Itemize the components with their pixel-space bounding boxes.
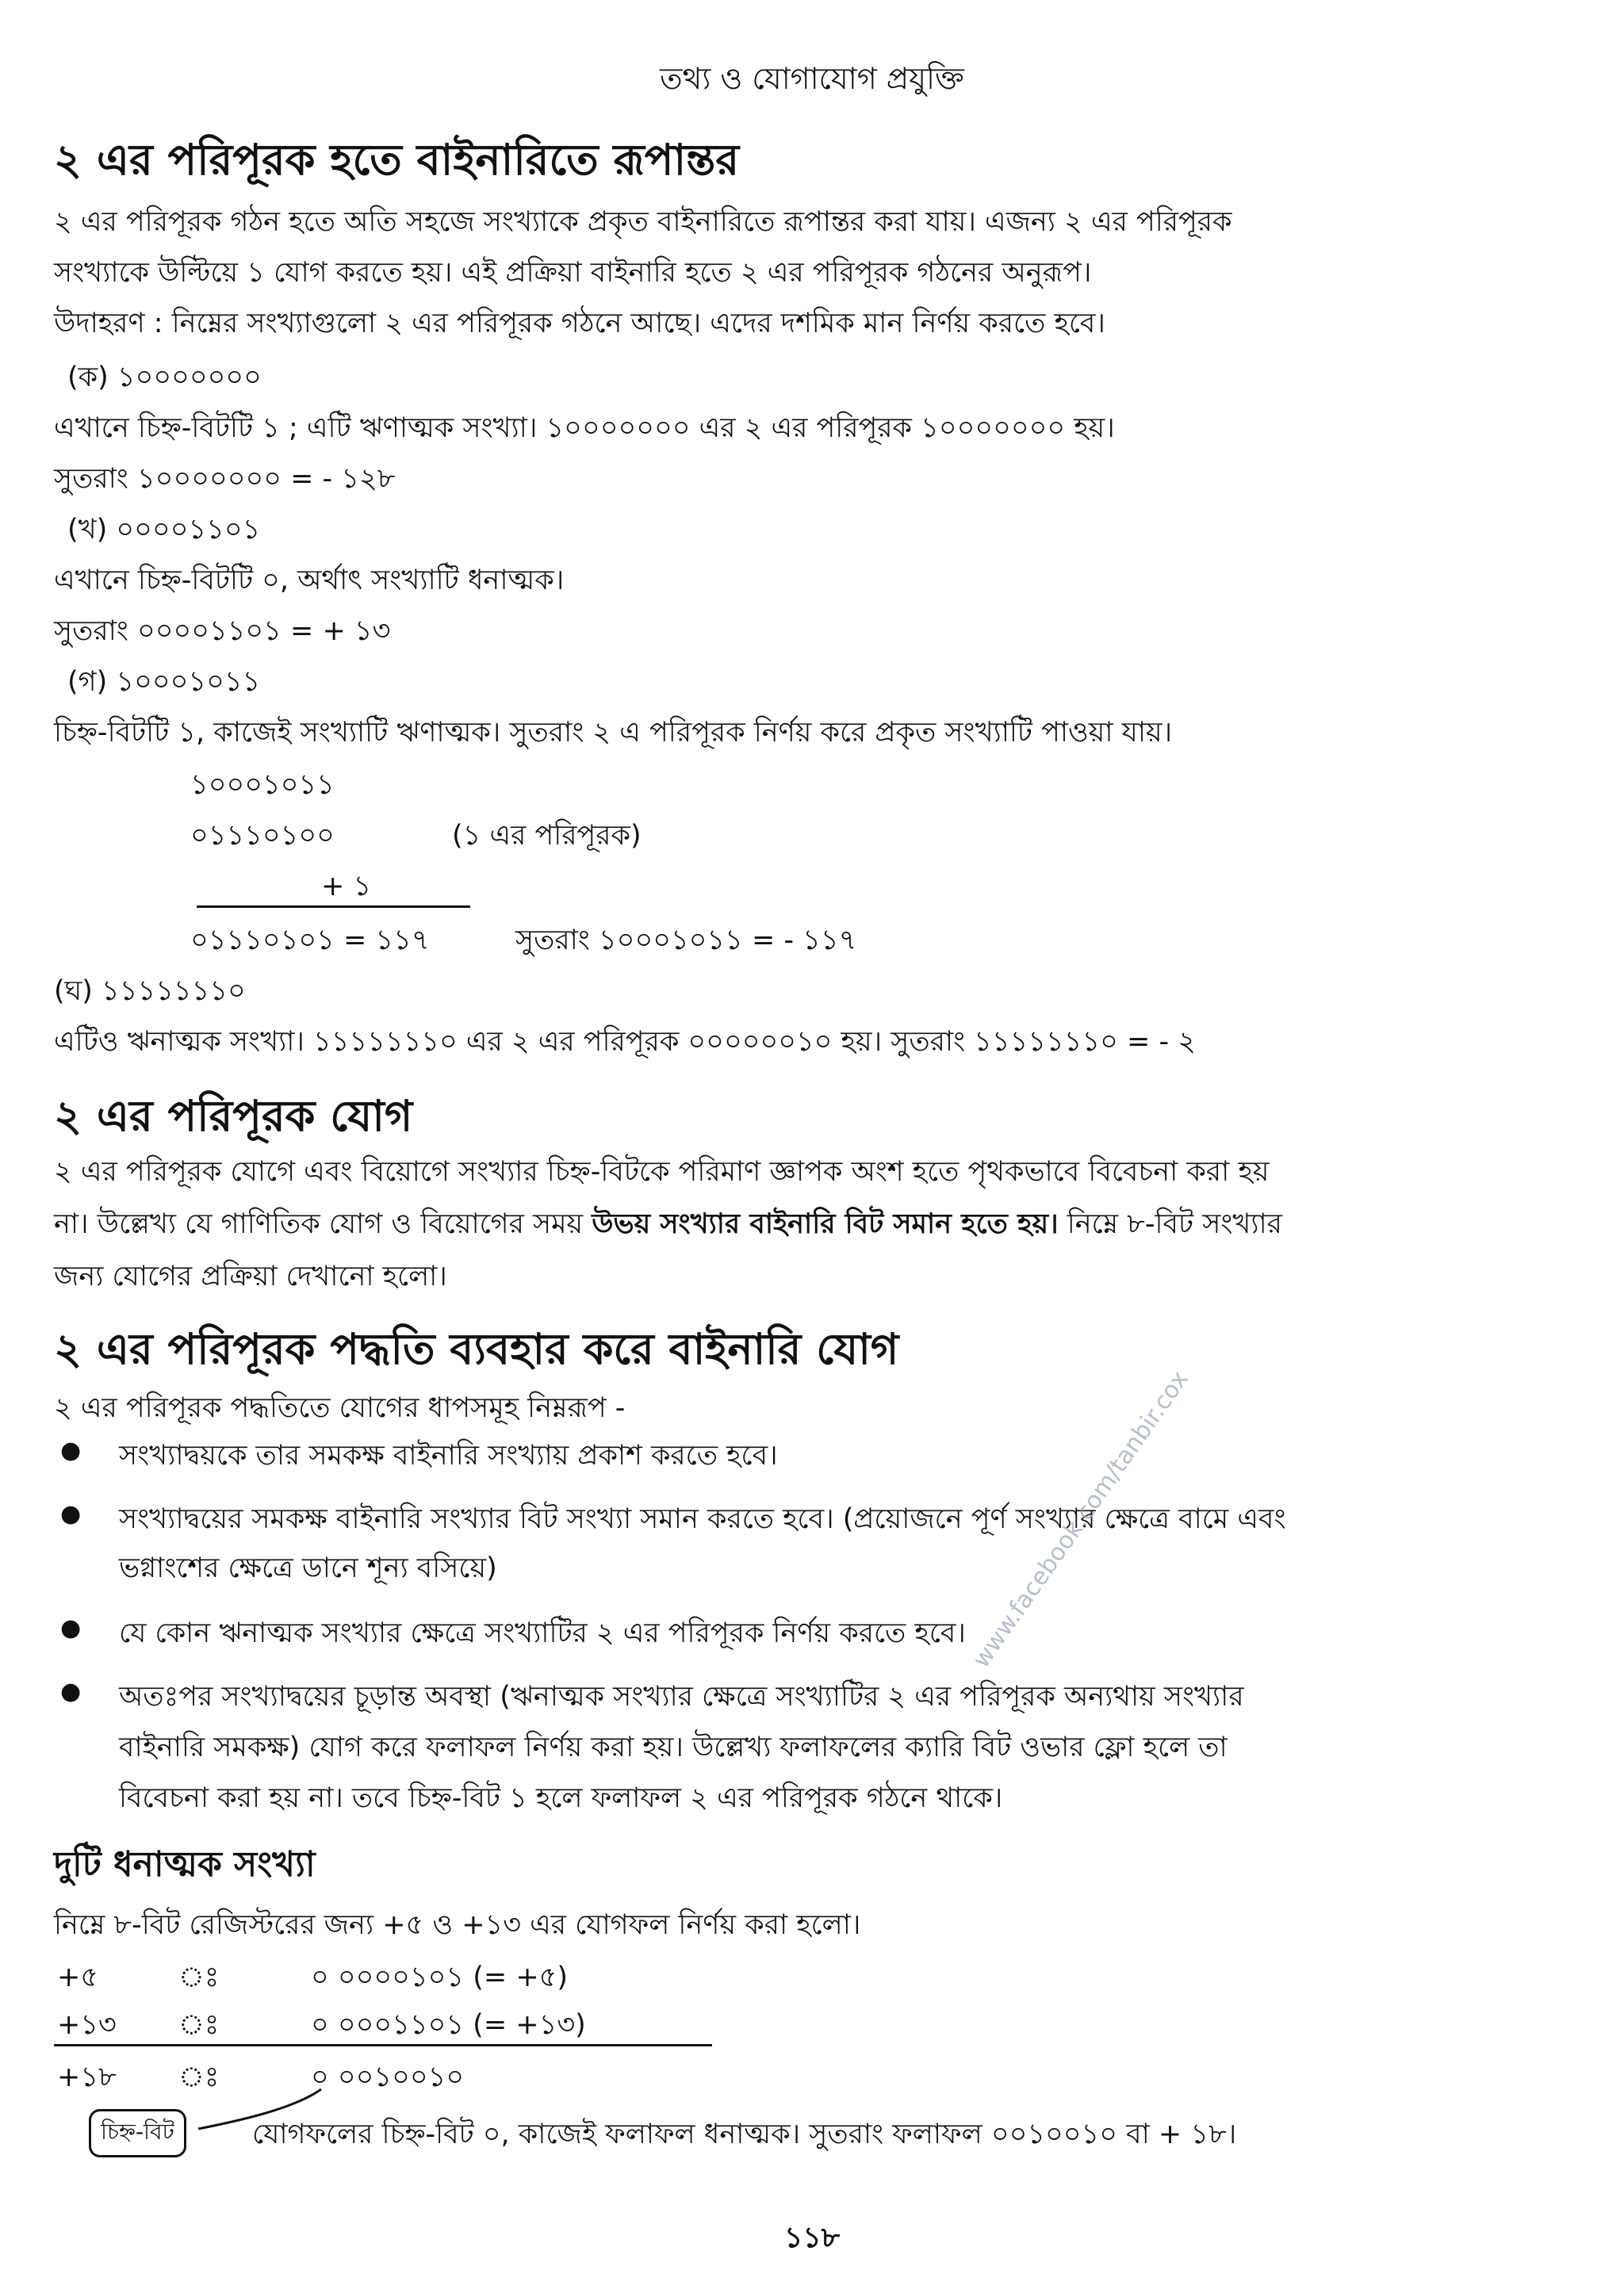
example-d-explanation: এটিও ঋনাত্মক সংখ্যা। ১১১১১১১০ এর ২ এর পরিপূরক ০০০০০০১০ হয়। সুতরাং ১১১১১১১০ = - ২ [54,1026,1197,1058]
example-c-label: (গ) ১০০০১০১১ [67,666,261,698]
sum-row-label: +৫ [57,1962,99,1993]
addition-para-line-2-end: নিম্নে ৮-বিট সংখ্যার [1058,1208,1282,1240]
running-header: তথ্য ও যোগাযোগ প্রযুক্তি [660,61,964,96]
calc-sum-line [197,905,470,908]
calc-result: ০১১১০১০১ = ১১৭ [190,924,430,956]
example-b-explanation: এখানে চিহ্ন-বিটটি ০, অর্থাৎ সংখ্যাটি ধনাত্মক। [54,565,565,596]
addition-para-line-3: জন্য যোগের প্রক্রিয়া দেখানো হলো। [54,1261,447,1292]
example-c-explanation: চিহ্ন-বিটটি ১, কাজেই সংখ্যাটি ঋণাত্মক। সুতরাং ২ এ পরিপূরক নির্ণয় করে প্রকৃত সংখ্যাটি পাওয়া যায়। [54,717,1173,748]
example-d-label: (ঘ) ১১১১১১১০ [54,975,246,1007]
addition-para-line-1: ২ এর পরিপূরক যোগে এবং বিয়োগে সংখ্যার চিহ্ন-বিটকে পরিমাণ জ্ঞাপক অংশ হতে পৃথকভাবে বিবেচনা করা হয় [54,1156,1270,1188]
addition-para-line-2 [54,1202,1282,1249]
step-2-line-2: ভগ্নাংশের ক্ষেত্রে ডানে শূন্য বসিয়ে) [119,1552,497,1584]
bullet-dot: ● [60,1500,82,1528]
sum-row-separator: ঃ [178,2009,220,2041]
intro-line-2: সংখ্যাকে উল্টিয়ে ১ যোগ করতে হয়। এই প্রক্রিয়া বাইনারি হতে ২ এর পরিপূরক গঠনের অনুরূপ। [54,257,1092,289]
calc-row-plus-one: + ১ [321,871,372,902]
section-heading-twos-complement-addition: ২ এর পরিপূরক যোগ [54,1091,413,1141]
step-2-line-1: সংখ্যাদ্বয়ের সমকক্ষ বাইনারি সংখ্যার বিট সংখ্যা সমান করতে হবে। (প্রয়োজনে পূর্ণ সংখ্যার ক্ষেত্রে বামে এবং [119,1503,1286,1535]
steps-intro: ২ এর পরিপূরক পদ্ধতিতে যোগের ধাপসমূহ নিম্নরূপ - [54,1392,626,1424]
sum-row-value: ০ ০০০০১০১ (= +৫) [311,1962,569,1993]
bullet-dot: ● [60,1437,82,1464]
section-heading-binary-addition-method: ২ এর পরিপূরক পদ্ধতি ব্যবহার করে বাইনারি যোগ [54,1324,899,1374]
sum-row-separator: ঃ [178,1962,220,1993]
intro-line-1: ২ এর পরিপূরক গঠন হতে অতি সহজে সংখ্যাকে প্রকৃত বাইনারিতে রূপান্তর করা যায়। এজন্য ২ এর পরিপূরক [54,206,1232,238]
step-1-line-1: সংখ্যাদ্বয়কে তার সমকক্ষ বাইনারি সংখ্যায় প্রকাশ করতে হবে। [119,1440,778,1472]
step-4-line-1: অতঃপর সংখ্যাদ্বয়ের চূড়ান্ত অবস্থা (ঋনাত্মক সংখ্যার ক্ষেত্রে সংখ্যাটির ২ এর পরিপূরক অন্যথায় সংখ্যার [119,1681,1244,1713]
calc-result-note: সুতরাং ১০০০১০১১ = - ১১৭ [515,924,857,956]
bullet-dot: ● [60,1614,82,1642]
calc-row-original: ১০০০১০১১ [190,769,335,801]
calc-row-ones-complement-note: (১ এর পরিপূরক) [452,820,642,852]
watermark: www.facebook.com/tanbir.cox [967,1365,1194,1674]
sum-row-label: +১৮ [57,2061,117,2093]
example-a-result: সুতরাং ১০০০০০০০ = - ১২৮ [54,463,396,495]
sign-bit-callout: চিহ্ন-বিট [89,2109,186,2157]
step-3-line-1: যে কোন ঋনাত্মক সংখ্যার ক্ষেত্রে সংখ্যাটির ২ এর পরিপূরক নির্ণয় করতে হবে। [119,1617,966,1649]
sum-row-separator: ঃ [178,2061,220,2093]
example-b-label: (খ) ০০০০১১০১ [67,514,261,545]
example-a-explanation: এখানে চিহ্ন-বিটটি ১ ; এটি ঋণাত্মক সংখ্যা। ১০০০০০০০ এর ২ এর পরিপূরক ১০০০০০০০ হয়। [54,412,1115,444]
addition-para-line-2-start: না। উল্লেখ্য যে গাণিতিক যোগ ও বিয়োগের সময় [54,1208,592,1240]
example-a-label: (ক) ১০০০০০০০ [67,362,262,393]
sum-row-label: +১৩ [57,2009,117,2041]
section-heading-twos-complement-to-binary: ২ এর পরিপূরক হতে বাইনারিতে রূপান্তর [54,135,740,185]
step-4-line-2: বাইনারি সমকক্ষ) যোগ করে ফলাফল নির্ণয় করা হয়। উল্লেখ্য ফলাফলের ক্যারি বিট ওভার ফ্লো হলে তা [119,1732,1228,1763]
bullet-dot: ● [60,1678,82,1705]
page-number: ১১৮ [783,2222,841,2254]
addition-para-bold-phrase: উভয় সংখ্যার বাইনারি বিট সমান হতে হয়। [592,1208,1059,1240]
sum-row-value: ০ ০০১০০১০ [311,2061,465,2093]
sum-line [54,2044,712,2046]
positive-sum-conclusion: যোগফলের চিহ্ন-বিট ০, কাজেই ফলাফল ধনাত্মক। সুতরাং ফলাফল ০০১০০১০ বা + ১৮। [252,2119,1237,2150]
sum-row-value: ০ ০০০১১০১ (= +১৩) [311,2009,586,2041]
example-intro: উদাহরণ : নিম্নের সংখ্যাগুলো ২ এর পরিপূরক গঠনে আছে। এদের দশমিক মান নির্ণয় করতে হবে। [54,308,1105,339]
step-4-line-3: বিবেচনা করা হয় না। তবে চিহ্ন-বিট ১ হলে ফলাফল ২ এর পরিপূরক গঠনে থাকে। [119,1782,1003,1814]
calc-row-ones-complement: ০১১১০১০০ [190,820,335,852]
section-heading-two-positive-numbers: দুটি ধনাত্মক সংখ্যা [54,1844,316,1885]
positive-sum-intro: নিম্নে ৮-বিট রেজিস্টরের জন্য +৫ ও +১৩ এর যোগফল নির্ণয় করা হলো। [54,1909,861,1941]
example-b-result: সুতরাং ০০০০১১০১ = + ১৩ [54,615,391,647]
